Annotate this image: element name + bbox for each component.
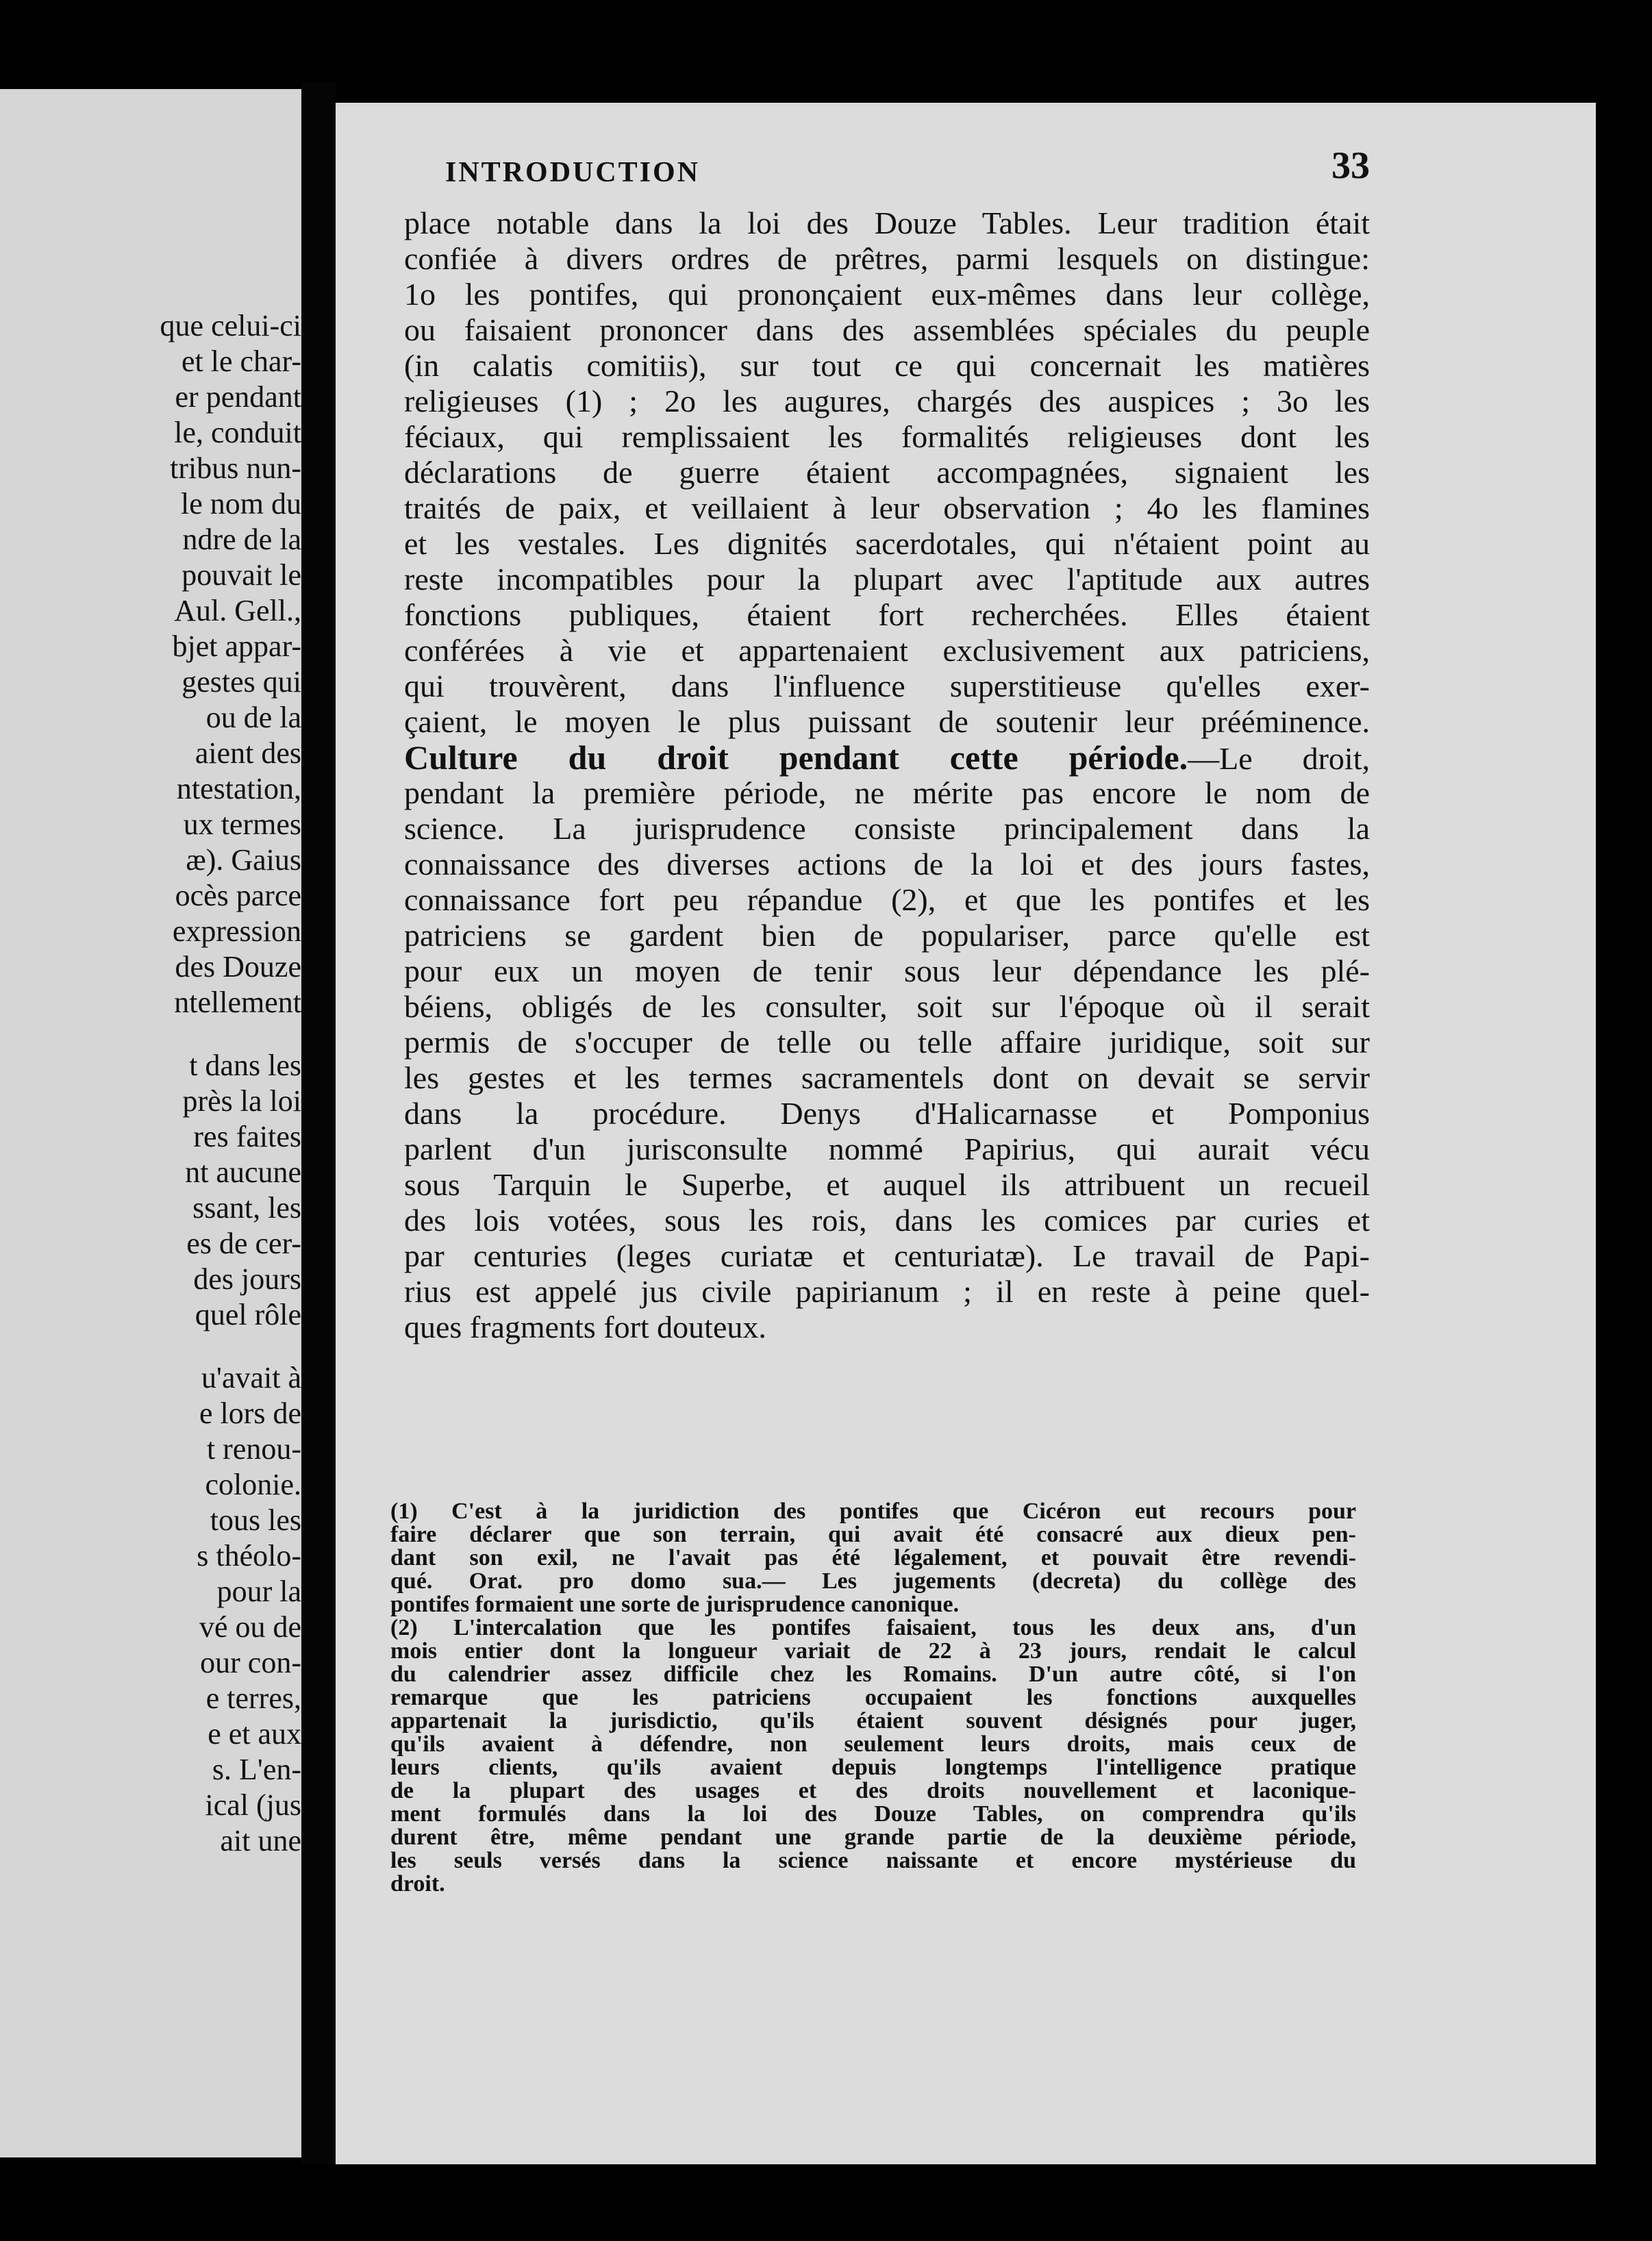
facing-page — [0, 89, 301, 2157]
section-heading-line — [404, 740, 1370, 775]
facing-page-line: ocès parce — [175, 879, 301, 912]
facing-page-line: ait une — [220, 1824, 301, 1857]
text-line: béiens, obligés de les consulter, soit sur l'époque où il serait — [404, 989, 1370, 1024]
text-line: ou faisaient prononcer dans des assemblées spéciales du peuple — [404, 312, 1370, 347]
footnote-line: remarque que les patriciens occupaient les fonctions auxquelles — [390, 1685, 1356, 1710]
text-line: parlent d'un jurisconsulte nommé Papirius, qui aurait vécu — [404, 1131, 1370, 1166]
facing-page-line: pouvait le — [182, 558, 301, 592]
facing-page-gap — [0, 1021, 301, 1048]
facing-page-line: tous les — [210, 1503, 301, 1537]
text-line: les gestes et les termes sacramentels dont on devait se servir — [404, 1060, 1370, 1095]
facing-page-line: ux termes — [183, 807, 301, 841]
facing-page-line: colonie. — [205, 1468, 301, 1501]
facing-page-line: er pendant — [175, 380, 301, 414]
facing-page-line: gestes qui — [182, 665, 301, 699]
footnote-line: droit. — [390, 1871, 445, 1896]
text-line: connaissance fort peu répandue (2), et que les pontifes et les — [404, 882, 1370, 917]
text-line: féciaux, qui remplissaient les formalités religieuses dont les — [404, 419, 1370, 454]
text-line: qui trouvèrent, dans l'influence superstitieuse qu'elles exer- — [404, 668, 1370, 703]
text-line: des lois votées, sous les rois, dans les comices par curies et — [404, 1203, 1370, 1238]
book-gutter — [301, 82, 336, 2164]
facing-page-gap — [0, 1333, 301, 1360]
section-heading: Culture du droit pendant cette période. — [404, 738, 1188, 777]
text-line: (in calatis comitiis), sur tout ce qui concernait les matières — [404, 348, 1370, 383]
facing-page-line: t renou- — [206, 1432, 301, 1466]
facing-page-line: es de cer- — [186, 1227, 301, 1260]
facing-page-line: u'avait à — [201, 1361, 301, 1394]
footnote-line: pontifes formaient une sorte de jurisprudence canonique. — [390, 1592, 960, 1617]
facing-page-line: res faites — [193, 1120, 301, 1153]
footnote-line: du calendrier assez difficile chez les Romains. D'un autre côté, si l'on — [390, 1662, 1356, 1687]
text-line: dans la procédure. Denys d'Halicarnasse et Pomponius — [404, 1096, 1370, 1131]
main-text — [404, 205, 1370, 1345]
facing-page-line: æ). Gaius — [186, 843, 301, 877]
facing-page-line: tribus nun- — [170, 451, 301, 485]
text-line: çaient, le moyen le plus puissant de soutenir leur prééminence. — [404, 704, 1370, 739]
text-line: 1o les pontifes, qui prononçaient eux-mêmes dans leur collège, — [404, 277, 1370, 312]
footnote-line: dant son exil, ne l'avait pas été légalement, et pouvait être revendi- — [390, 1545, 1356, 1570]
text-line: connaissance des diverses actions de la loi et des jours fastes, — [404, 847, 1370, 881]
text-line: conférées à vie et appartenaient exclusivement aux patriciens, — [404, 633, 1370, 668]
facing-page-line: Aul. Gell., — [174, 594, 301, 627]
footnote-line: les seuls versés dans la science naissante et encore mystérieuse du — [390, 1848, 1356, 1873]
facing-page-line: s théolo- — [197, 1539, 301, 1573]
facing-page-line: ical (jus — [205, 1788, 301, 1822]
facing-page-line: ndre de la — [182, 523, 301, 556]
text-line: ques fragments fort douteux. — [404, 1310, 766, 1344]
text-line: religieuses (1) ; 2o les augures, chargés des auspices ; 3o les — [404, 384, 1370, 418]
facing-page-line: ou de la — [205, 701, 301, 734]
facing-page-line: expression — [172, 914, 301, 948]
facing-page-line: près la loi — [182, 1084, 301, 1118]
facing-page-line: nt aucune — [185, 1155, 301, 1189]
text-line: sous Tarquin le Superbe, et auquel ils attribuent un recueil — [404, 1167, 1370, 1202]
facing-page-line: e terres, — [205, 1681, 301, 1715]
text-line: permis de s'occuper de telle ou telle affaire juridique, soit sur — [404, 1025, 1370, 1060]
text-line: patriciens se gardent bien de populariser, parce qu'elle est — [404, 918, 1370, 953]
facing-page-line: e et aux — [208, 1717, 301, 1751]
facing-page-line: ssant, les — [192, 1191, 301, 1225]
footnotes — [390, 1500, 1356, 1896]
facing-page-line: des Douze — [175, 950, 301, 984]
facing-page-line: et le char- — [182, 345, 301, 378]
page-number: 33 — [1331, 145, 1370, 187]
facing-page-line: le nom du — [181, 487, 301, 521]
facing-page-line: aient des — [195, 736, 301, 770]
facing-page-line: que celui-ci — [160, 309, 301, 342]
facing-page-line: ntellement — [174, 986, 301, 1019]
text-line: traités de paix, et veillaient à leur observation ; 4o les flamines — [404, 490, 1370, 525]
running-head: INTRODUCTION — [445, 157, 701, 188]
text-line: rius est appelé jus civile papirianum ; il en reste à peine quel- — [404, 1274, 1370, 1309]
facing-page-line: t dans les — [189, 1049, 301, 1082]
facing-page-line: des jours — [193, 1262, 301, 1296]
text-line: par centuries (leges curiatæ et centuriatæ). Le travail de Papi- — [404, 1238, 1370, 1273]
facing-page-line: our con- — [200, 1646, 301, 1679]
footnote-line: qué. Orat. pro domo sua.— Les jugements (decreta) du collège des — [390, 1568, 1356, 1594]
footnote-line: (2) L'intercalation que les pontifes faisaient, tous les deux ans, d'un — [390, 1615, 1356, 1640]
footnote-line: appartenait la jurisdictio, qu'ils étaient souvent désignés pour juger, — [390, 1708, 1356, 1733]
facing-page-line: bjet appar- — [172, 629, 301, 663]
footnote-line: faire déclarer que son terrain, qui avait été consacré aux dieux pen- — [390, 1522, 1356, 1547]
footnote-line: (1) C'est à la juridiction des pontifes que Cicéron eut recours pour — [390, 1499, 1356, 1524]
facing-page-line: s. L'en- — [212, 1753, 301, 1786]
text-line: place notable dans la loi des Douze Tables. Leur tradition était — [404, 205, 1370, 240]
text-line: pendant la première période, ne mérite pas encore le nom de — [404, 775, 1370, 810]
footnote-line: leurs clients, qu'ils avaient depuis longtemps l'intelligence pratique — [390, 1755, 1356, 1780]
text-line: déclarations de guerre étaient accompagnées, signaient les — [404, 455, 1370, 490]
footnote-line: de la plupart des usages et des droits nouvellement et laconique- — [390, 1778, 1356, 1803]
facing-page-line: quel rôle — [195, 1298, 301, 1331]
facing-page-text — [0, 308, 301, 1859]
footnote-line: mois entier dont la longueur variait de 22 à 23 jours, rendait le calcul — [390, 1638, 1356, 1664]
facing-page-line: pour la — [216, 1575, 301, 1608]
text-line: pour eux un moyen de tenir sous leur dépendance les plé- — [404, 953, 1370, 988]
facing-page-line: ntestation, — [176, 772, 301, 805]
facing-page-line: le, conduit — [174, 416, 301, 449]
section-heading-continuation: —Le droit, — [1188, 741, 1370, 776]
footnote-line: qu'ils avaient à défendre, non seulement leurs droits, mais ceux de — [390, 1731, 1356, 1757]
text-line: fonctions publiques, étaient fort recherchées. Elles étaient — [404, 597, 1370, 632]
text-line: et les vestales. Les dignités sacerdotales, qui n'étaient point au — [404, 526, 1370, 561]
footnote-line: ment formulés dans la loi des Douze Tables, on comprendra qu'ils — [390, 1801, 1356, 1827]
text-line: reste incompatibles pour la plupart avec l'aptitude aux autres — [404, 562, 1370, 597]
facing-page-line: e lors de — [199, 1397, 301, 1430]
footnote-line: durent être, même pendant une grande partie de la deuxième période, — [390, 1825, 1356, 1850]
text-line: science. La jurisprudence consiste principalement dans la — [404, 811, 1370, 846]
facing-page-line: vé ou de — [199, 1610, 301, 1644]
text-line: confiée à divers ordres de prêtres, parmi lesquels on distingue: — [404, 241, 1370, 276]
